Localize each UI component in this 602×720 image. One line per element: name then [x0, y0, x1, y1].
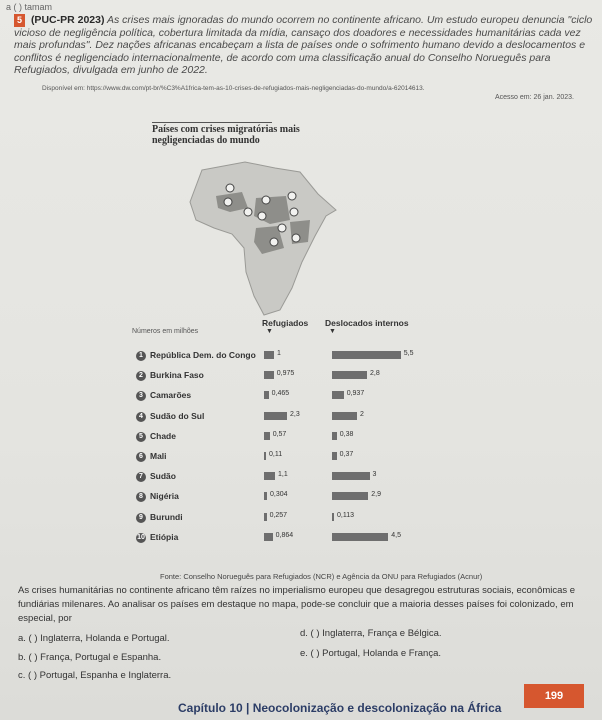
country-number-badge: 6 [136, 452, 146, 462]
country-number-badge: 3 [136, 391, 146, 401]
idp-value-label: 2,8 [370, 370, 380, 378]
question-statement: As crises humanitárias no continente africano têm raízes no imperialismo europeu que desagregou estruturas sociais, econômicas e fundiárias milenares. Ao analisar os países em destaque no mapa, pode-se concluir que a maioria desses países foi colonizado, em especial, por [18, 585, 576, 624]
accessed-date: Acesso em: 26 jan. 2023. [495, 94, 574, 101]
country-name: Sudão [150, 471, 176, 482]
chart-row [136, 431, 556, 445]
country-number-badge: 7 [136, 472, 146, 482]
option-a[interactable]: a. ( ) Inglaterra, Holanda e Portugal. [18, 633, 170, 644]
country-name: República Dem. do Congo [150, 350, 256, 360]
idp-bar [332, 492, 368, 500]
idp-value-label: 2 [360, 410, 364, 418]
page-number: 199 [524, 684, 584, 708]
question-header [14, 14, 594, 77]
idp-header-arrow-icon: ▼ [329, 328, 336, 335]
country-name: Etiópia [150, 531, 179, 542]
idp-value-label: 2,9 [371, 491, 381, 499]
refugees-header-arrow-icon: ▼ [266, 328, 273, 335]
refugees-value-label: 1,1 [278, 471, 288, 479]
refugees-value-label: 0,304 [270, 491, 288, 499]
chart-row [136, 491, 556, 505]
idp-bar [332, 391, 344, 399]
refugees-bar [264, 351, 274, 359]
idp-bar [332, 432, 337, 440]
question-number-badge: 5 [14, 14, 25, 27]
africa-map [150, 150, 360, 325]
idp-bar [332, 533, 388, 541]
idp-header-label: Deslocados internos [325, 318, 409, 328]
units-label: Números em milhões [132, 328, 199, 335]
idp-value-label: 4,5 [391, 531, 401, 539]
country-number-badge: 9 [136, 513, 146, 523]
top-mark: a ( ) tamam [6, 2, 53, 12]
refugees-bar [264, 492, 267, 500]
refugees-bar [264, 432, 270, 440]
country-name: Chade [150, 430, 176, 441]
refugees-header [262, 318, 308, 335]
option-c[interactable]: c. ( ) Portugal, Espanha e Inglaterra. [18, 670, 172, 681]
idp-bar [332, 513, 334, 521]
source-note: Fonte: Conselho Norueguês para Refugiados (NCR) e Agência da ONU para Refugiados (Acnur) [160, 572, 483, 581]
country-number-badge: 4 [136, 412, 146, 422]
country-name: Camarões [150, 390, 192, 401]
chart-row [136, 390, 556, 404]
idp-value-label: 0,37 [339, 451, 354, 458]
refugees-bar [264, 412, 287, 420]
question-source: (PUC-PR 2023) [30, 14, 105, 26]
country-name: Sudão do Sul [150, 410, 205, 421]
option-e[interactable]: e. ( ) Portugal, Holanda e França. [300, 648, 441, 659]
refugees-bar [264, 371, 274, 379]
refugees-value-label: 0,257 [269, 511, 288, 519]
refugees-bar [264, 472, 275, 480]
chart-row [136, 532, 556, 546]
country-number-badge: 10 [137, 533, 145, 541]
idp-value-label: 0,38 [339, 430, 354, 438]
country-number-badge: 5 [136, 432, 146, 442]
idp-bar [332, 472, 370, 480]
refugees-bar [264, 533, 273, 541]
available-link: Disponível em: https://www.dw.com/pt-br/%C3%A1frica-tem-as-10-crises-de-refugiados-mais-negligenciadas-do-mundo/a-62014613. [42, 85, 425, 92]
refugees-bar [264, 391, 269, 399]
refugees-value-label: 0,465 [271, 390, 290, 398]
idp-header [325, 318, 409, 335]
idp-value-label: 0,113 [337, 511, 354, 519]
refugees-value-label: 1 [277, 350, 281, 357]
refugees-value-label: 0,864 [275, 531, 294, 539]
idp-value-label: 0,937 [346, 390, 365, 398]
country-name: Mali [150, 451, 167, 461]
map-title: Países com crises migratórias mais negligenciadas do mundo [152, 124, 300, 146]
chart-row [136, 411, 556, 425]
country-number-badge: 8 [136, 492, 146, 502]
idp-bar [332, 371, 367, 379]
refugees-value-label: 0,975 [276, 370, 295, 378]
idp-value-label: 5,5 [403, 350, 414, 357]
chart-row [136, 471, 556, 485]
question-intro: As crises mais ignoradas do mundo ocorrem no continente africano. Um estudo europeu denuncia "ciclo vicioso de negligência política, cobertura limitada da mídia, cansaço dos doadores e necessidades humanitárias cada vez mais profundas". Dez nações africanas encabeçam a lista de países onde o sofrimento humano devido a deslocamentos e conflitos é negligenciado internacionalmente, de acordo com uma classificação anual do Conselho Norueguês para Refugiados, divulgada em junho de 2022. [14, 14, 593, 77]
refugees-bar [264, 452, 266, 460]
country-name: Burkina Faso [150, 370, 204, 381]
idp-bar [332, 452, 337, 460]
country-name: Burundi [150, 511, 183, 522]
chart-row [136, 350, 556, 364]
refugees-value-label: 2,3 [290, 410, 300, 418]
country-number-badge: 2 [136, 371, 146, 381]
idp-bar [332, 351, 401, 359]
idp-bar [332, 412, 357, 420]
title-rule [152, 122, 272, 123]
country-name: Nigéria [150, 491, 179, 502]
chart-row [136, 451, 556, 465]
refugees-value-label: 0,11 [269, 451, 283, 458]
chapter-title: Capítulo 10 | Neocolonização e descolonização na África [178, 701, 502, 715]
chart-row [136, 370, 556, 384]
refugees-header-label: Refugiados [262, 318, 309, 328]
option-b[interactable]: b. ( ) França, Portugal e Espanha. [18, 652, 162, 663]
country-number-badge: 1 [136, 351, 146, 361]
refugees-bar [264, 513, 267, 521]
idp-value-label: 3 [372, 471, 377, 479]
option-d[interactable]: d. ( ) Inglaterra, França e Bélgica. [300, 628, 442, 639]
refugees-value-label: 0,57 [272, 430, 287, 438]
chart-row [136, 512, 556, 526]
